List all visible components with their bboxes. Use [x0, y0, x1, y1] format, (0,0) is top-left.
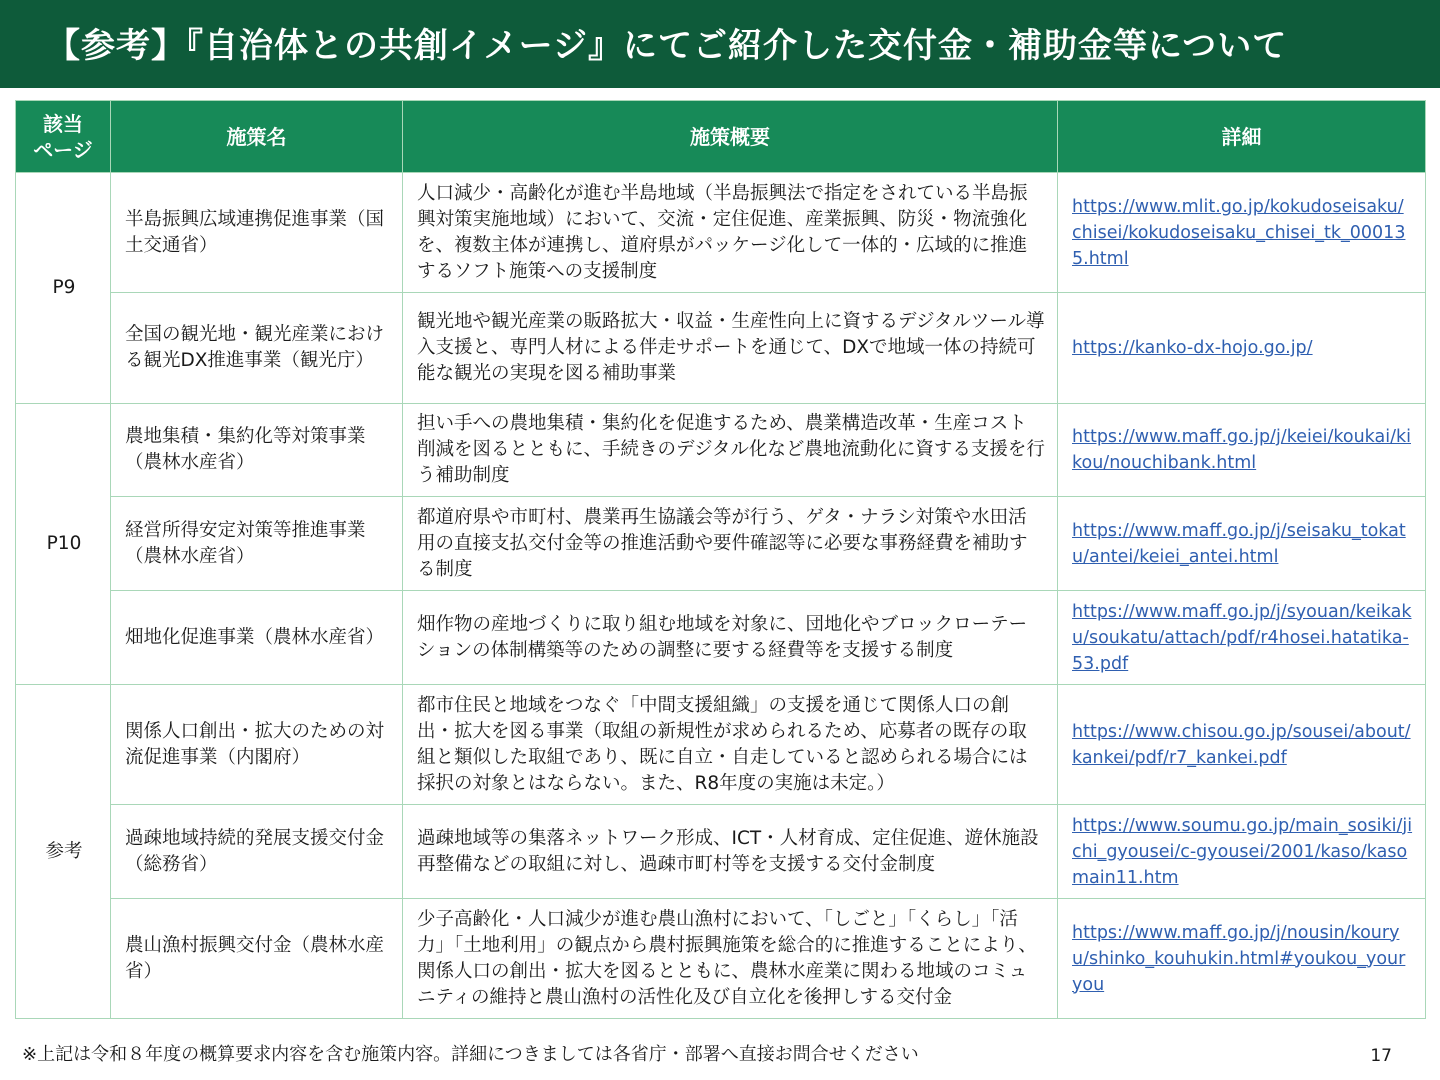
measure-summary: 都道府県や市町村、農業再生協議会等が行う、ゲタ・ナラシ対策や水田活用の直接支払交付金等の推進活動や要件確認等に必要な事務経費を補助する制度 — [403, 497, 1058, 591]
detail-cell — [1058, 293, 1426, 404]
measure-name: 農地集積・集約化等対策事業（農林水産省） — [111, 404, 403, 497]
column-header-page: 該当 ページ — [16, 101, 111, 173]
column-header-summary: 施策概要 — [403, 101, 1058, 173]
subsidy-table — [15, 100, 1426, 1019]
table-row — [16, 173, 1426, 293]
measure-summary: 都市住民と地域をつなぐ「中間支援組織」の支援を通じて関係人口の創出・拡大を図る事業（取組の新規性が求められるため、応募者の既存の取組と類似した取組であり、既に自立・自走していると認められる場合には採択の対象とはならない。また、R8年度の実施は未定。） — [403, 685, 1058, 805]
measure-summary: 担い手への農地集積・集約化を促進するため、農業構造改革・生産コスト削減を図るとともに、手続きのデジタル化など農地流動化に資する支援を行う補助制度 — [403, 404, 1058, 497]
measure-name: 全国の観光地・観光産業における観光DX推進事業（観光庁） — [111, 293, 403, 404]
table-row — [16, 899, 1426, 1019]
table-row — [16, 685, 1426, 805]
table-row — [16, 404, 1426, 497]
footnote: ※上記は令和８年度の概算要求内容を含む施策内容。詳細につきましては各省庁・部署へ直接お問合せください — [22, 1044, 919, 1065]
measure-name: 関係人口創出・拡大のための対流促進事業（内閣府） — [111, 685, 403, 805]
detail-link[interactable]: https://www.chisou.go.jp/sousei/about/kankei/pdf/r7_kankei.pdf — [1072, 721, 1411, 768]
detail-cell — [1058, 899, 1426, 1019]
detail-cell — [1058, 591, 1426, 685]
measure-summary: 過疎地域等の集落ネットワーク形成、ICT・人材育成、定住促進、遊休施設再整備などの取組に対し、過疎市町村等を支援する交付金制度 — [403, 805, 1058, 899]
table-header-row — [16, 101, 1426, 173]
page-cell: 参考 — [16, 685, 111, 1019]
detail-cell — [1058, 404, 1426, 497]
detail-cell — [1058, 685, 1426, 805]
measure-summary: 畑作物の産地づくりに取り組む地域を対象に、団地化やブロックローテーションの体制構築等のための調整に要する経費等を支援する制度 — [403, 591, 1058, 685]
measure-summary: 観光地や観光産業の販路拡大・収益・生産性向上に資するデジタルツール導入支援と、専門人材による伴走サポートを通じて、DXで地域一体の持続可能な観光の実現を図る補助事業 — [403, 293, 1058, 404]
page-cell: P9 — [16, 173, 111, 404]
detail-cell — [1058, 173, 1426, 293]
detail-link[interactable]: https://www.maff.go.jp/j/nousin/kouryu/shinko_kouhukin.html#youkou_youryou — [1072, 922, 1406, 995]
detail-link[interactable]: https://www.mlit.go.jp/kokudoseisaku/chisei/kokudoseisaku_chisei_tk_000135.html — [1072, 196, 1406, 269]
detail-cell — [1058, 497, 1426, 591]
measure-summary: 少子高齢化・人口減少が進む農山漁村において、「しごと」「くらし」「活力」「土地利用」の観点から農村振興施策を総合的に推進することにより、関係人口の創出・拡大を図るとともに、農林水産業に関わる地域のコミュニティの維持と農山漁村の活性化及び自立化を後押しする交付金 — [403, 899, 1058, 1019]
detail-cell — [1058, 805, 1426, 899]
measure-name: 農山漁村振興交付金（農林水産省） — [111, 899, 403, 1019]
column-header-name: 施策名 — [111, 101, 403, 173]
measure-name: 半島振興広域連携促進事業（国土交通省） — [111, 173, 403, 293]
measure-name: 過疎地域持続的発展支援交付金（総務省） — [111, 805, 403, 899]
detail-link[interactable]: https://www.maff.go.jp/j/seisaku_tokatu/antei/keiei_antei.html — [1072, 520, 1406, 567]
table-row — [16, 591, 1426, 685]
measure-summary: 人口減少・高齢化が進む半島地域（半島振興法で指定をされている半島振興対策実施地域）において、交流・定住促進、産業振興、防災・物流強化を、複数主体が連携し、道府県がパッケージ化して一体的・広域的に推進するソフト施策への支援制度 — [403, 173, 1058, 293]
table-row — [16, 293, 1426, 404]
detail-link[interactable]: https://kanko-dx-hojo.go.jp/ — [1072, 338, 1313, 358]
detail-link[interactable]: https://www.maff.go.jp/j/keiei/koukai/kikou/nouchibank.html — [1072, 427, 1411, 473]
measure-name: 経営所得安定対策等推進事業（農林水産省） — [111, 497, 403, 591]
page-title: 【参考】『自治体との共創イメージ』にてご紹介した交付金・補助金等について — [46, 26, 1288, 66]
detail-link[interactable]: https://www.soumu.go.jp/main_sosiki/jichi_gyousei/c-gyousei/2001/kaso/kasomain11.htm — [1072, 815, 1413, 888]
table-row — [16, 805, 1426, 899]
column-header-detail: 詳細 — [1058, 101, 1426, 173]
page-number: 17 — [1370, 1046, 1392, 1066]
detail-link[interactable]: https://www.maff.go.jp/j/syouan/keikaku/soukatu/attach/pdf/r4hosei.hatatika-53.pdf — [1072, 601, 1412, 674]
header-bar — [0, 0, 1440, 88]
measure-name: 畑地化促進事業（農林水産省） — [111, 591, 403, 685]
page-cell: P10 — [16, 404, 111, 685]
table-row — [16, 497, 1426, 591]
